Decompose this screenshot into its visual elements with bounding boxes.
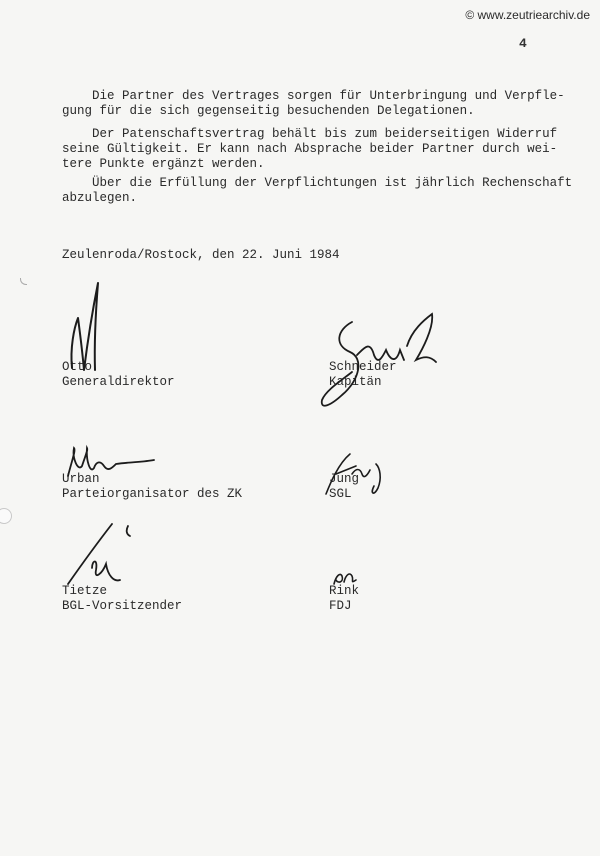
signatory-name: Urban: [62, 472, 100, 486]
page-number: 4: [519, 36, 527, 51]
signatory-role: FDJ: [329, 599, 352, 613]
signature-tietze: [62, 520, 142, 590]
place-date-line: Zeulenroda/Rostock, den 22. Juni 1984: [62, 248, 340, 262]
signatory-urban: [62, 472, 242, 502]
signatory-jung: [329, 472, 359, 502]
text-line: gung für die sich gegenseitig besuchenden Delegationen.: [62, 104, 475, 118]
text-line: tere Punkte ergänzt werden.: [62, 157, 265, 171]
margin-mark: [20, 278, 27, 285]
signatory-tietze: [62, 584, 182, 614]
archive-watermark: © www.zeutriearchiv.de: [465, 8, 590, 22]
signatory-role: Generaldirektor: [62, 375, 175, 389]
signatory-role: Kapitän: [329, 375, 382, 389]
text-line: abzulegen.: [62, 191, 138, 205]
text-line: seine Gültigkeit. Er kann nach Absprache beider Partner durch wei-: [62, 142, 558, 156]
signatory-name: Tietze: [62, 584, 108, 598]
signatory-name: Jung: [329, 472, 360, 486]
signatory-name: Otto: [62, 360, 93, 374]
signatory-otto: [62, 360, 175, 390]
signatory-name: Rink: [329, 584, 360, 598]
text-line: Der Patenschaftsvertrag behält bis zum beiderseitigen Widerruf: [92, 127, 558, 141]
punch-hole: [0, 508, 12, 524]
paragraph-accountability: [62, 161, 572, 206]
signatory-role: BGL-Vorsitzender: [62, 599, 183, 613]
signatory-role: SGL: [329, 487, 352, 501]
signatory-name: Schneider: [329, 360, 397, 374]
signatory-schneider: [329, 360, 397, 390]
text-line: Die Partner des Vertrages sorgen für Unterbringung und Verpfle-: [92, 89, 565, 103]
signatory-rink: [329, 584, 359, 614]
signatory-role: Parteiorganisator des ZK: [62, 487, 243, 501]
text-line: Über die Erfüllung der Verpflichtungen ist jährlich Rechenschaft: [92, 176, 573, 190]
